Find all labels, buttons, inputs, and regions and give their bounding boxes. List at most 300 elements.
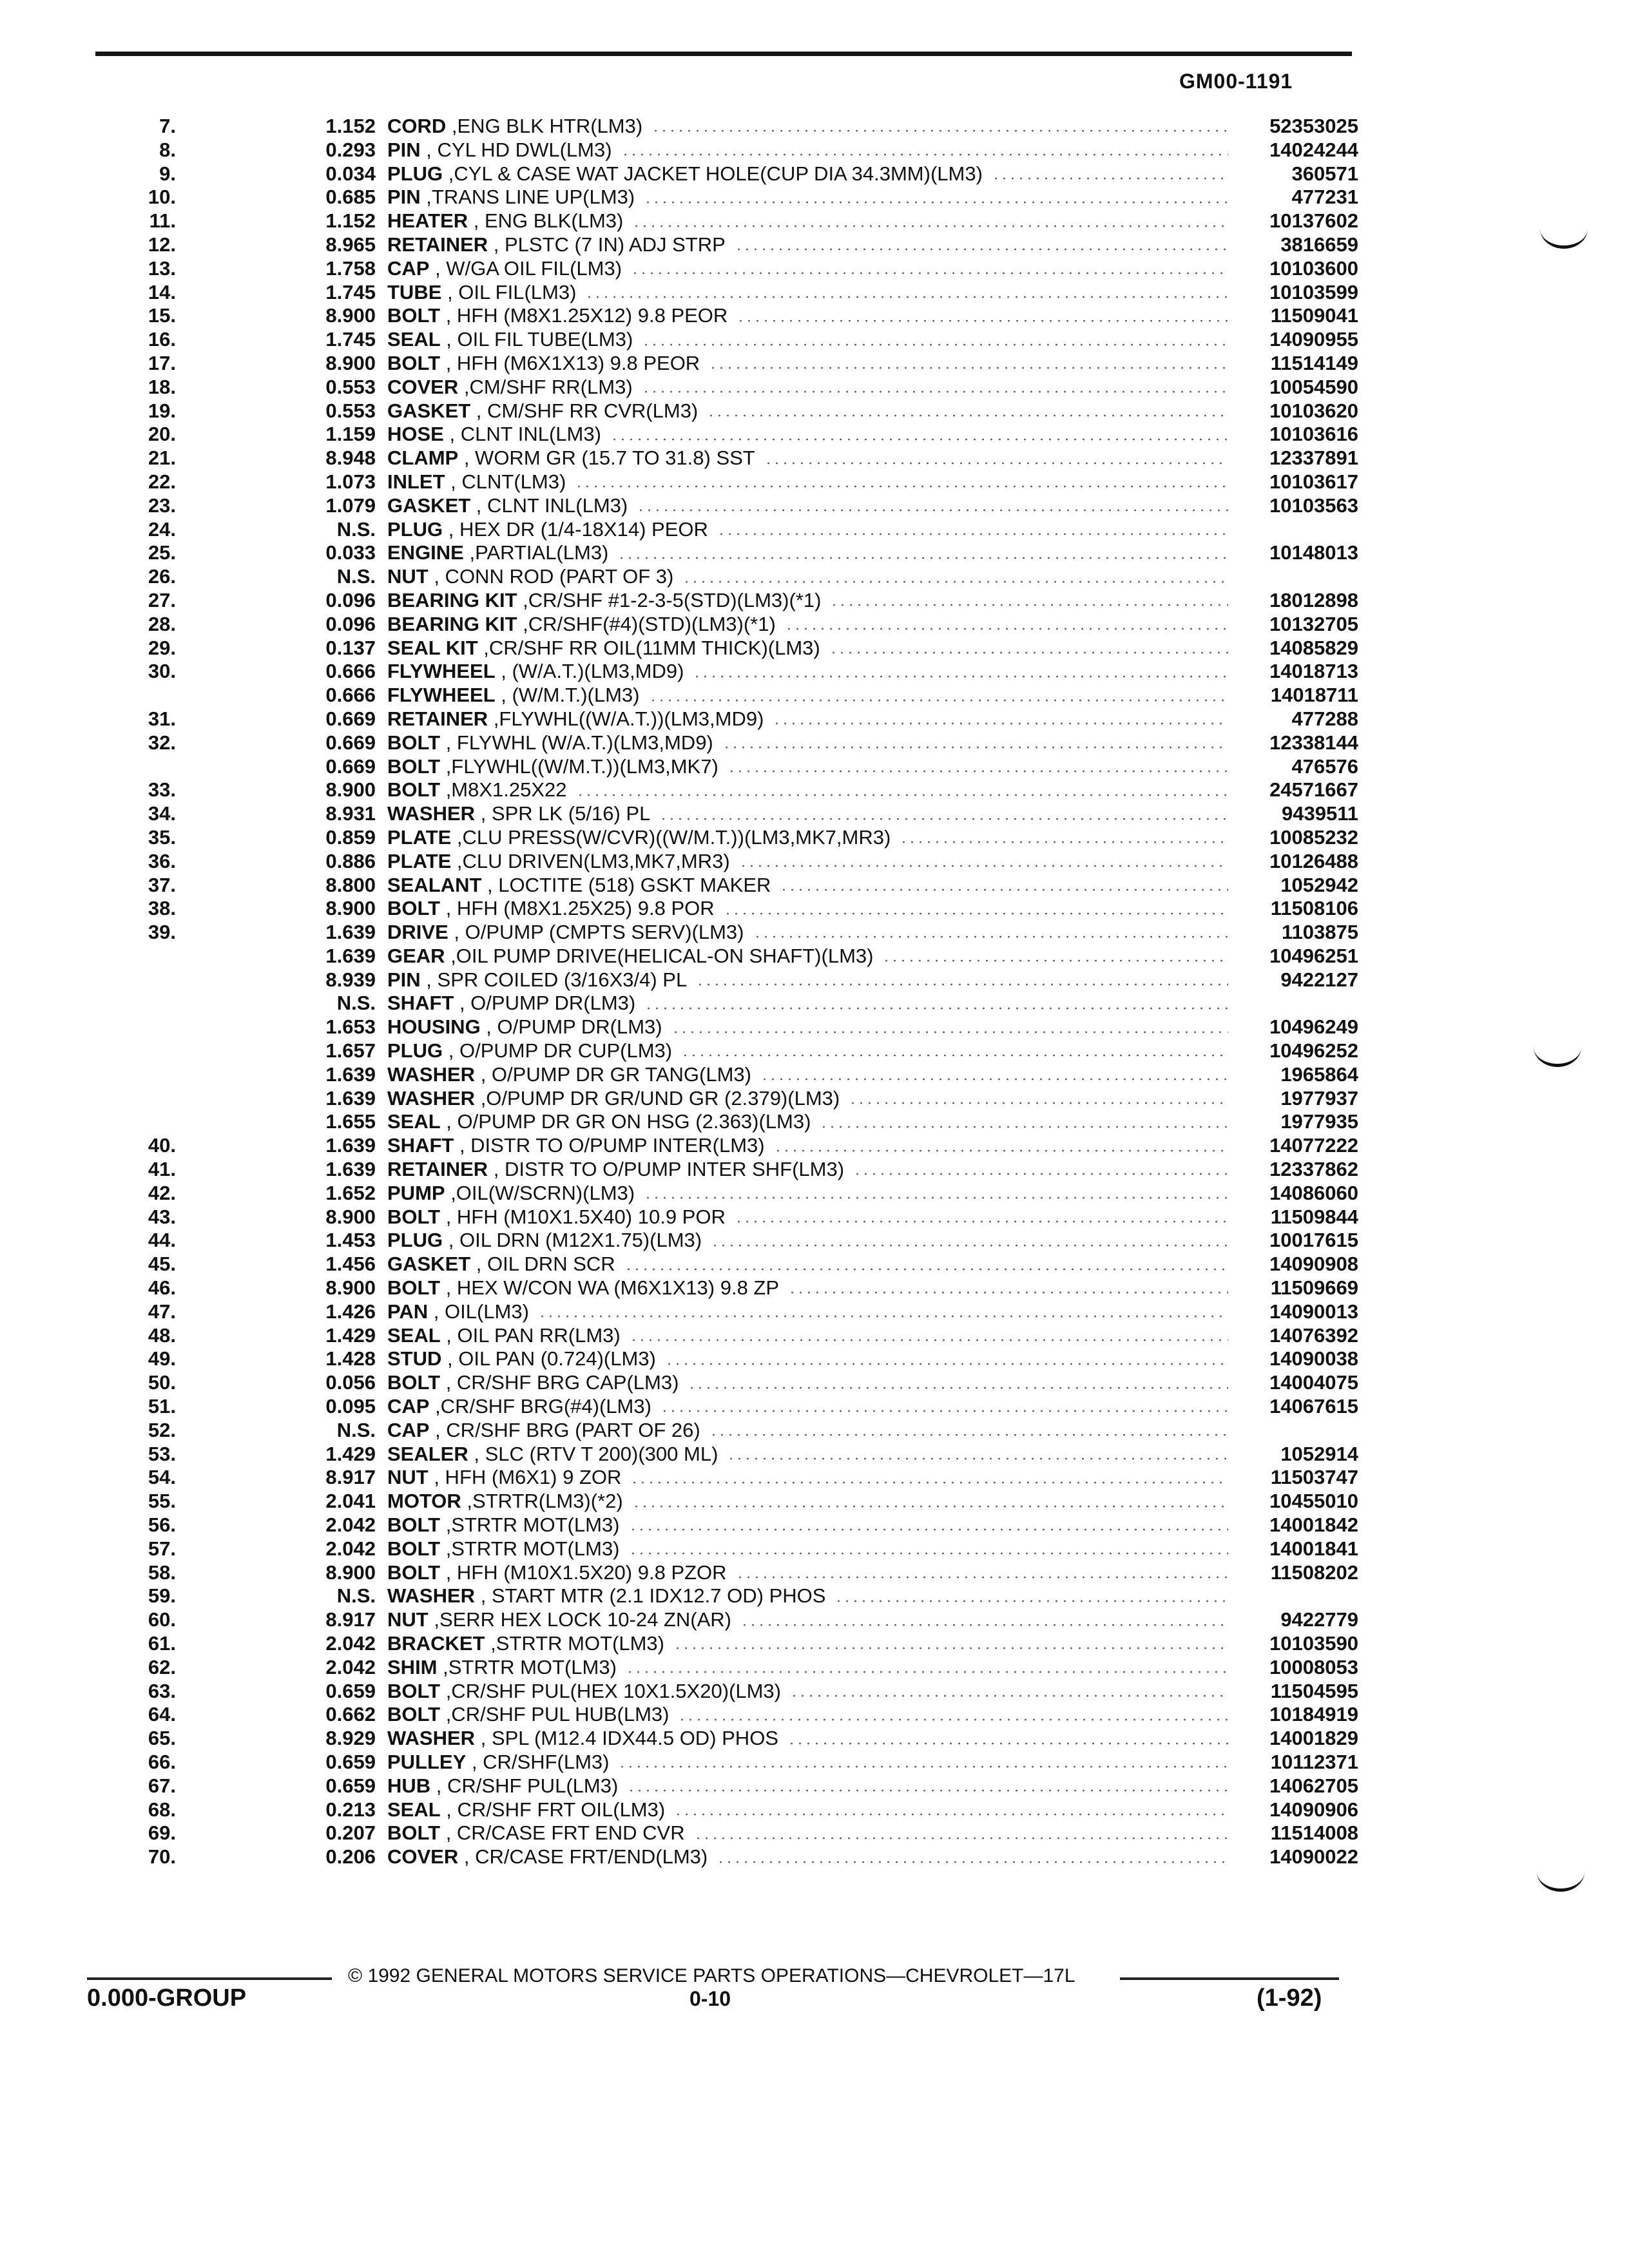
footer-revision-date: (1-92) — [1257, 1984, 1322, 2012]
item-number: 27. — [148, 588, 176, 611]
part-detail: , CLNT INL(LM3) — [470, 494, 628, 517]
part-number: 11509669 — [1270, 1276, 1358, 1300]
part-description — [387, 613, 776, 637]
margin-mark — [1537, 1872, 1585, 1892]
dot-leader — [631, 272, 1228, 274]
part-name: BOLT — [387, 1371, 441, 1394]
part-number: 11514149 — [1270, 351, 1358, 374]
table-row — [95, 684, 1358, 707]
part-name: PAN — [387, 1300, 429, 1323]
part-number: 14090022 — [1269, 1845, 1358, 1869]
dot-leader — [787, 1742, 1228, 1745]
part-detail: , SLC (RTV T 200)(300 ML) — [468, 1442, 718, 1465]
group-number: 2.041 — [325, 1490, 376, 1513]
part-number: 14090908 — [1269, 1253, 1358, 1276]
part-detail: , SPR COILED (3/16X3/4) PL — [420, 968, 688, 991]
part-name: SEALANT — [387, 873, 482, 896]
dot-leader — [681, 1054, 1228, 1057]
group-number: 0.886 — [325, 849, 376, 872]
table-row — [95, 968, 1358, 992]
item-number: 41. — [148, 1158, 176, 1181]
group-number: 1.758 — [325, 256, 376, 280]
part-number: 3816659 — [1280, 233, 1358, 256]
part-detail: ,CR/SHF RR OIL(11MM THICK)(LM3) — [477, 636, 820, 659]
part-name: SEAL — [387, 1798, 441, 1821]
part-number: 12338144 — [1269, 731, 1358, 754]
item-number: 63. — [148, 1679, 176, 1702]
part-detail: ,FLYWHL((W/A.T.))(LM3,MD9) — [488, 707, 764, 730]
part-description — [387, 1845, 708, 1869]
table-row — [95, 376, 1358, 399]
part-name: PIN — [387, 186, 421, 209]
table-row — [95, 921, 1358, 945]
item-number: 30. — [148, 660, 176, 683]
group-number: N.S. — [336, 992, 376, 1015]
item-number: 47. — [148, 1300, 176, 1323]
part-description — [387, 968, 687, 992]
item-number: 68. — [148, 1798, 176, 1821]
part-detail: , CR/SHF(LM3) — [466, 1750, 610, 1773]
group-number: 0.659 — [325, 1679, 376, 1702]
part-number: 477231 — [1291, 186, 1358, 209]
part-detail: , HFH (M10X1.5X40) 10.9 POR — [440, 1205, 726, 1228]
item-number: 55. — [148, 1490, 176, 1513]
part-detail: , OIL FIL TUBE(LM3) — [440, 328, 633, 351]
item-number: 11. — [149, 209, 176, 233]
group-number: 8.800 — [325, 873, 376, 896]
part-name: SHAFT — [387, 1134, 454, 1157]
part-name: CAP — [387, 1418, 430, 1441]
part-detail: , OIL DRN (M12X1.75)(LM3) — [443, 1229, 702, 1252]
item-number: 61. — [148, 1632, 176, 1655]
part-description — [387, 802, 650, 826]
part-number: 11509844 — [1270, 1205, 1358, 1228]
item-number: 18. — [148, 375, 176, 398]
group-number: 0.096 — [325, 588, 376, 611]
item-number: 20. — [148, 423, 176, 446]
dot-leader — [900, 841, 1228, 843]
part-description — [387, 1182, 635, 1206]
part-detail: , O/PUMP DR(LM3) — [480, 1015, 662, 1039]
part-description — [387, 1110, 811, 1134]
part-description — [387, 1134, 765, 1158]
part-name: INLET — [387, 470, 445, 493]
item-number: 46. — [148, 1276, 176, 1300]
part-description — [387, 1656, 617, 1680]
table-row — [95, 897, 1358, 921]
table-row — [95, 1039, 1358, 1063]
part-description — [387, 1206, 726, 1229]
group-number: 1.159 — [325, 423, 376, 446]
table-row — [95, 589, 1358, 613]
group-number: 1.429 — [325, 1442, 376, 1465]
part-number: 18012898 — [1269, 588, 1358, 611]
part-description — [387, 660, 684, 684]
part-number: 10496249 — [1269, 1015, 1358, 1039]
dot-leader — [644, 1196, 1228, 1199]
dot-leader — [665, 1363, 1228, 1365]
part-description — [387, 376, 633, 399]
table-row — [95, 850, 1358, 874]
dot-leader — [717, 533, 1228, 535]
item-number: 64. — [148, 1703, 176, 1726]
part-detail: , DISTR TO O/PUMP INTER SHF(LM3) — [488, 1158, 845, 1181]
dot-leader — [624, 1268, 1228, 1271]
part-name: HOSE — [387, 423, 444, 446]
dot-leader — [717, 1861, 1228, 1863]
document-id: GM00-1191 — [1179, 70, 1293, 93]
dot-leader — [688, 1387, 1228, 1389]
table-row — [95, 518, 1358, 542]
part-description — [387, 1395, 651, 1419]
part-description — [387, 1347, 656, 1371]
part-detail: ,CR/SHF PUL HUB(LM3) — [440, 1703, 670, 1726]
item-number: 57. — [148, 1537, 176, 1560]
part-number: 10103590 — [1269, 1632, 1358, 1655]
table-row — [95, 707, 1358, 731]
item-number: 58. — [148, 1561, 176, 1584]
table-row — [95, 1110, 1358, 1134]
group-number: 8.917 — [325, 1466, 376, 1489]
item-number: 62. — [148, 1655, 176, 1678]
dot-leader — [575, 485, 1228, 488]
dot-leader — [629, 1528, 1228, 1531]
group-number: 1.639 — [325, 1062, 376, 1086]
part-name: HUB — [387, 1774, 431, 1797]
part-number: 11503747 — [1270, 1466, 1358, 1489]
part-detail: , CLNT(LM3) — [445, 470, 566, 493]
part-name: PLUG — [387, 517, 443, 541]
part-name: RETAINER — [387, 1158, 488, 1181]
part-detail: , HFH (M6X1X13) 9.8 PEOR — [440, 351, 700, 374]
dot-leader — [737, 320, 1228, 322]
part-number: 1977935 — [1280, 1110, 1358, 1133]
group-number: 8.900 — [325, 1276, 376, 1300]
group-number: 0.553 — [325, 399, 376, 422]
part-description — [387, 684, 640, 707]
part-detail: , O/PUMP DR GR TANG(LM3) — [475, 1062, 751, 1086]
part-name: FLYWHEEL — [387, 660, 496, 683]
table-row — [95, 826, 1358, 850]
table-row — [95, 613, 1358, 637]
part-number: 10132705 — [1269, 612, 1358, 635]
table-row — [95, 1798, 1358, 1822]
group-number: 8.900 — [325, 1205, 376, 1228]
part-detail: , OIL PAN (0.724)(LM3) — [441, 1347, 656, 1370]
part-detail: , HFH (M8X1.25X12) 9.8 PEOR — [440, 304, 728, 327]
group-number: 0.293 — [325, 138, 376, 161]
group-number: 0.669 — [325, 707, 376, 730]
part-name: NUT — [387, 565, 429, 588]
part-name: PLUG — [387, 162, 443, 185]
dot-leader — [538, 1315, 1228, 1318]
group-number: 1.652 — [325, 1181, 376, 1204]
part-name: FLYWHEEL — [387, 684, 496, 707]
part-name: BOLT — [387, 731, 441, 754]
part-detail: ,FLYWHL((W/M.T.))(LM3,MK7) — [440, 754, 718, 778]
part-detail: , (W/M.T.)(LM3) — [495, 684, 640, 707]
part-number: 1965864 — [1280, 1062, 1358, 1086]
part-name: CORD — [387, 115, 447, 137]
item-number: 56. — [148, 1514, 176, 1537]
table-row — [95, 992, 1358, 1015]
part-description — [387, 1727, 778, 1751]
part-number: 14001842 — [1269, 1514, 1358, 1537]
part-number: 11508106 — [1270, 897, 1358, 920]
part-number: 11504595 — [1270, 1679, 1358, 1702]
table-row — [95, 1300, 1358, 1324]
part-name: WASHER — [387, 1584, 476, 1608]
group-number: 1.639 — [325, 921, 376, 944]
part-detail: , DISTR TO O/PUMP INTER(LM3) — [454, 1134, 765, 1157]
part-name: BOLT — [387, 778, 441, 802]
item-number: 67. — [148, 1774, 176, 1797]
group-number: 1.655 — [325, 1110, 376, 1133]
part-name: SEAL KIT — [387, 636, 478, 659]
table-row — [95, 1490, 1358, 1514]
part-number: 10126488 — [1269, 849, 1358, 872]
part-name: CLAMP — [387, 447, 459, 470]
table-row — [95, 115, 1358, 139]
part-description — [387, 1419, 700, 1443]
table-row — [95, 1680, 1358, 1704]
part-number: 10103620 — [1269, 399, 1358, 422]
part-detail: , HFH (M10X1.5X20) 9.8 PZOR — [440, 1561, 727, 1584]
group-number: 0.685 — [325, 186, 376, 209]
item-number: 34. — [148, 802, 176, 825]
part-number: 10085232 — [1269, 825, 1358, 849]
part-description — [387, 1229, 702, 1253]
footer-rule-left — [87, 1977, 332, 1980]
dot-leader — [642, 343, 1228, 346]
dot-leader — [764, 462, 1228, 465]
part-detail: , CM/SHF RR CVR(LM3) — [470, 399, 699, 422]
item-number: 45. — [148, 1253, 176, 1276]
part-name: RETAINER — [387, 233, 488, 256]
group-number: 8.939 — [325, 968, 376, 991]
part-number: 52353025 — [1269, 115, 1358, 137]
table-row — [95, 778, 1358, 802]
part-detail: ,ENG BLK HTR(LM3) — [446, 115, 643, 137]
part-detail: , OIL PAN RR(LM3) — [440, 1323, 621, 1347]
table-row — [95, 755, 1358, 779]
part-description — [387, 1584, 825, 1608]
part-description — [387, 233, 726, 257]
part-name: WASHER — [387, 1086, 476, 1110]
part-detail: , CR/CASE FRT/END(LM3) — [458, 1845, 708, 1869]
item-number: 33. — [148, 778, 176, 802]
part-number: 10103599 — [1269, 280, 1358, 303]
part-name: CAP — [387, 1395, 430, 1418]
part-number: 9422127 — [1280, 968, 1358, 991]
table-row — [95, 1015, 1358, 1039]
item-number: 19. — [148, 399, 176, 422]
dot-leader — [671, 1031, 1228, 1033]
dot-leader — [853, 1173, 1228, 1175]
part-description — [387, 637, 820, 660]
part-description — [387, 304, 728, 328]
part-description — [387, 778, 567, 802]
part-name: GASKET — [387, 494, 471, 517]
part-name: BOLT — [387, 351, 441, 374]
part-name: PLUG — [387, 1039, 443, 1062]
part-number: 14004075 — [1269, 1371, 1358, 1394]
part-number: 10103563 — [1269, 494, 1358, 517]
table-row — [95, 1229, 1358, 1253]
dot-leader — [618, 1765, 1228, 1768]
part-name: COVER — [387, 1845, 459, 1869]
part-name: PUMP — [387, 1181, 445, 1204]
group-number: 1.653 — [325, 1015, 376, 1039]
dot-leader — [610, 438, 1228, 441]
dot-leader — [632, 225, 1228, 227]
part-description — [387, 589, 821, 613]
dot-leader — [829, 651, 1228, 654]
dot-leader — [707, 414, 1228, 417]
part-description — [387, 494, 628, 518]
table-row — [95, 945, 1358, 968]
part-name: BOLT — [387, 1821, 441, 1845]
item-number: 53. — [148, 1442, 176, 1465]
item-number: 15. — [148, 304, 176, 327]
top-rule — [95, 52, 1352, 56]
dot-leader — [660, 1410, 1228, 1412]
item-number: 32. — [148, 731, 176, 754]
part-name: PLUG — [387, 1229, 443, 1252]
dot-leader — [627, 1789, 1228, 1792]
part-name: PLATE — [387, 825, 452, 849]
part-number: 10137602 — [1269, 209, 1358, 233]
part-description — [387, 1087, 840, 1111]
dot-leader — [693, 675, 1228, 678]
part-detail: ,CLU DRIVEN(LM3,MK7,MR3) — [451, 849, 730, 872]
part-name: BOLT — [387, 1703, 441, 1726]
part-detail: ,CR/SHF PUL(HEX 10X1.5X20)(LM3) — [440, 1679, 781, 1702]
part-description — [387, 257, 622, 281]
part-detail: , FLYWHL (W/A.T.)(LM3,MD9) — [440, 731, 713, 754]
table-row — [95, 1584, 1358, 1608]
dot-leader — [760, 1078, 1228, 1081]
dot-leader — [626, 1671, 1228, 1673]
part-detail: , START MTR (2.1 IDX12.7 OD) PHOS — [475, 1584, 826, 1608]
part-description — [387, 139, 612, 162]
part-detail: ,TRANS LINE UP(LM3) — [420, 186, 635, 209]
part-name: BOLT — [387, 1514, 441, 1537]
part-number: 14090955 — [1269, 328, 1358, 351]
item-number: 29. — [148, 636, 176, 659]
part-name: GASKET — [387, 399, 471, 422]
part-number: 1103875 — [1282, 921, 1358, 944]
dot-leader — [834, 1600, 1228, 1602]
part-name: COVER — [387, 375, 459, 398]
part-name: TUBE — [387, 280, 442, 303]
part-detail: , CR/SHF PUL(LM3) — [430, 1774, 619, 1797]
part-name: SEAL — [387, 328, 441, 351]
dot-leader — [644, 201, 1228, 204]
table-row — [95, 660, 1358, 684]
group-number: 0.095 — [325, 1395, 376, 1418]
group-number: 0.056 — [325, 1371, 376, 1394]
table-row — [95, 637, 1358, 660]
part-detail: ,CM/SHF RR(LM3) — [458, 375, 633, 398]
dot-leader — [630, 1481, 1228, 1484]
group-number: 2.042 — [325, 1655, 376, 1678]
part-name: BEARING KIT — [387, 612, 517, 635]
table-row — [95, 1561, 1358, 1585]
part-detail: , HFH (M8X1.25X25) 9.8 POR — [440, 897, 715, 920]
group-number: N.S. — [336, 1418, 376, 1441]
part-detail: , HEX DR (1/4-18X14) PEOR — [443, 517, 708, 541]
part-description — [387, 115, 642, 139]
part-detail: ,SERR HEX LOCK 10-24 ZN(AR) — [428, 1608, 732, 1631]
group-number: 0.034 — [325, 162, 376, 185]
part-description — [387, 1300, 529, 1324]
part-description — [387, 1751, 609, 1774]
part-number: 1977937 — [1280, 1086, 1358, 1110]
item-number: 70. — [148, 1845, 176, 1869]
group-number: 1.152 — [325, 209, 376, 233]
item-number: 16. — [148, 328, 176, 351]
part-description — [387, 1015, 662, 1039]
part-name: BOLT — [387, 304, 441, 327]
table-row — [95, 1774, 1358, 1798]
part-detail: , OIL(LM3) — [428, 1300, 529, 1323]
table-row — [95, 470, 1358, 494]
part-detail: , PLSTC (7 IN) ADJ STRP — [488, 233, 726, 256]
part-name: CAP — [387, 256, 430, 280]
part-name: BOLT — [387, 1276, 441, 1300]
part-description — [387, 731, 713, 755]
part-detail: , CONN ROD (PART OF 3) — [428, 565, 674, 588]
dot-leader — [739, 865, 1228, 867]
group-number: 1.453 — [325, 1229, 376, 1252]
group-number: 1.079 — [325, 494, 376, 517]
item-number: 10. — [148, 186, 176, 209]
footer-rule-right — [1120, 1977, 1339, 1980]
table-row — [95, 1656, 1358, 1680]
dot-leader — [709, 367, 1228, 369]
table-row — [95, 1395, 1358, 1419]
table-row — [95, 1608, 1358, 1632]
dot-leader — [649, 699, 1229, 702]
dot-leader — [694, 1837, 1228, 1840]
dot-leader — [711, 1244, 1228, 1247]
part-description — [387, 399, 698, 423]
table-row — [95, 447, 1358, 470]
item-number: 52. — [148, 1418, 176, 1441]
part-number: 14001829 — [1269, 1727, 1358, 1750]
part-description — [387, 992, 635, 1015]
table-row — [95, 233, 1358, 257]
part-name: PIN — [387, 138, 421, 161]
group-number: 8.900 — [325, 1561, 376, 1584]
dot-leader — [682, 581, 1228, 583]
part-name: NUT — [387, 1608, 429, 1631]
group-number: 8.900 — [325, 304, 376, 327]
part-number: 10184919 — [1269, 1703, 1358, 1726]
item-number: 39. — [148, 921, 176, 944]
part-description — [387, 541, 608, 565]
group-number: 1.429 — [325, 1323, 376, 1347]
item-number: 49. — [148, 1347, 176, 1370]
part-name: WASHER — [387, 1062, 476, 1086]
item-number: 60. — [148, 1608, 176, 1631]
part-description — [387, 1608, 731, 1632]
group-number: 0.666 — [325, 684, 376, 707]
group-number: 0.096 — [325, 612, 376, 635]
table-row — [95, 399, 1358, 423]
part-number: 10455010 — [1269, 1490, 1358, 1513]
